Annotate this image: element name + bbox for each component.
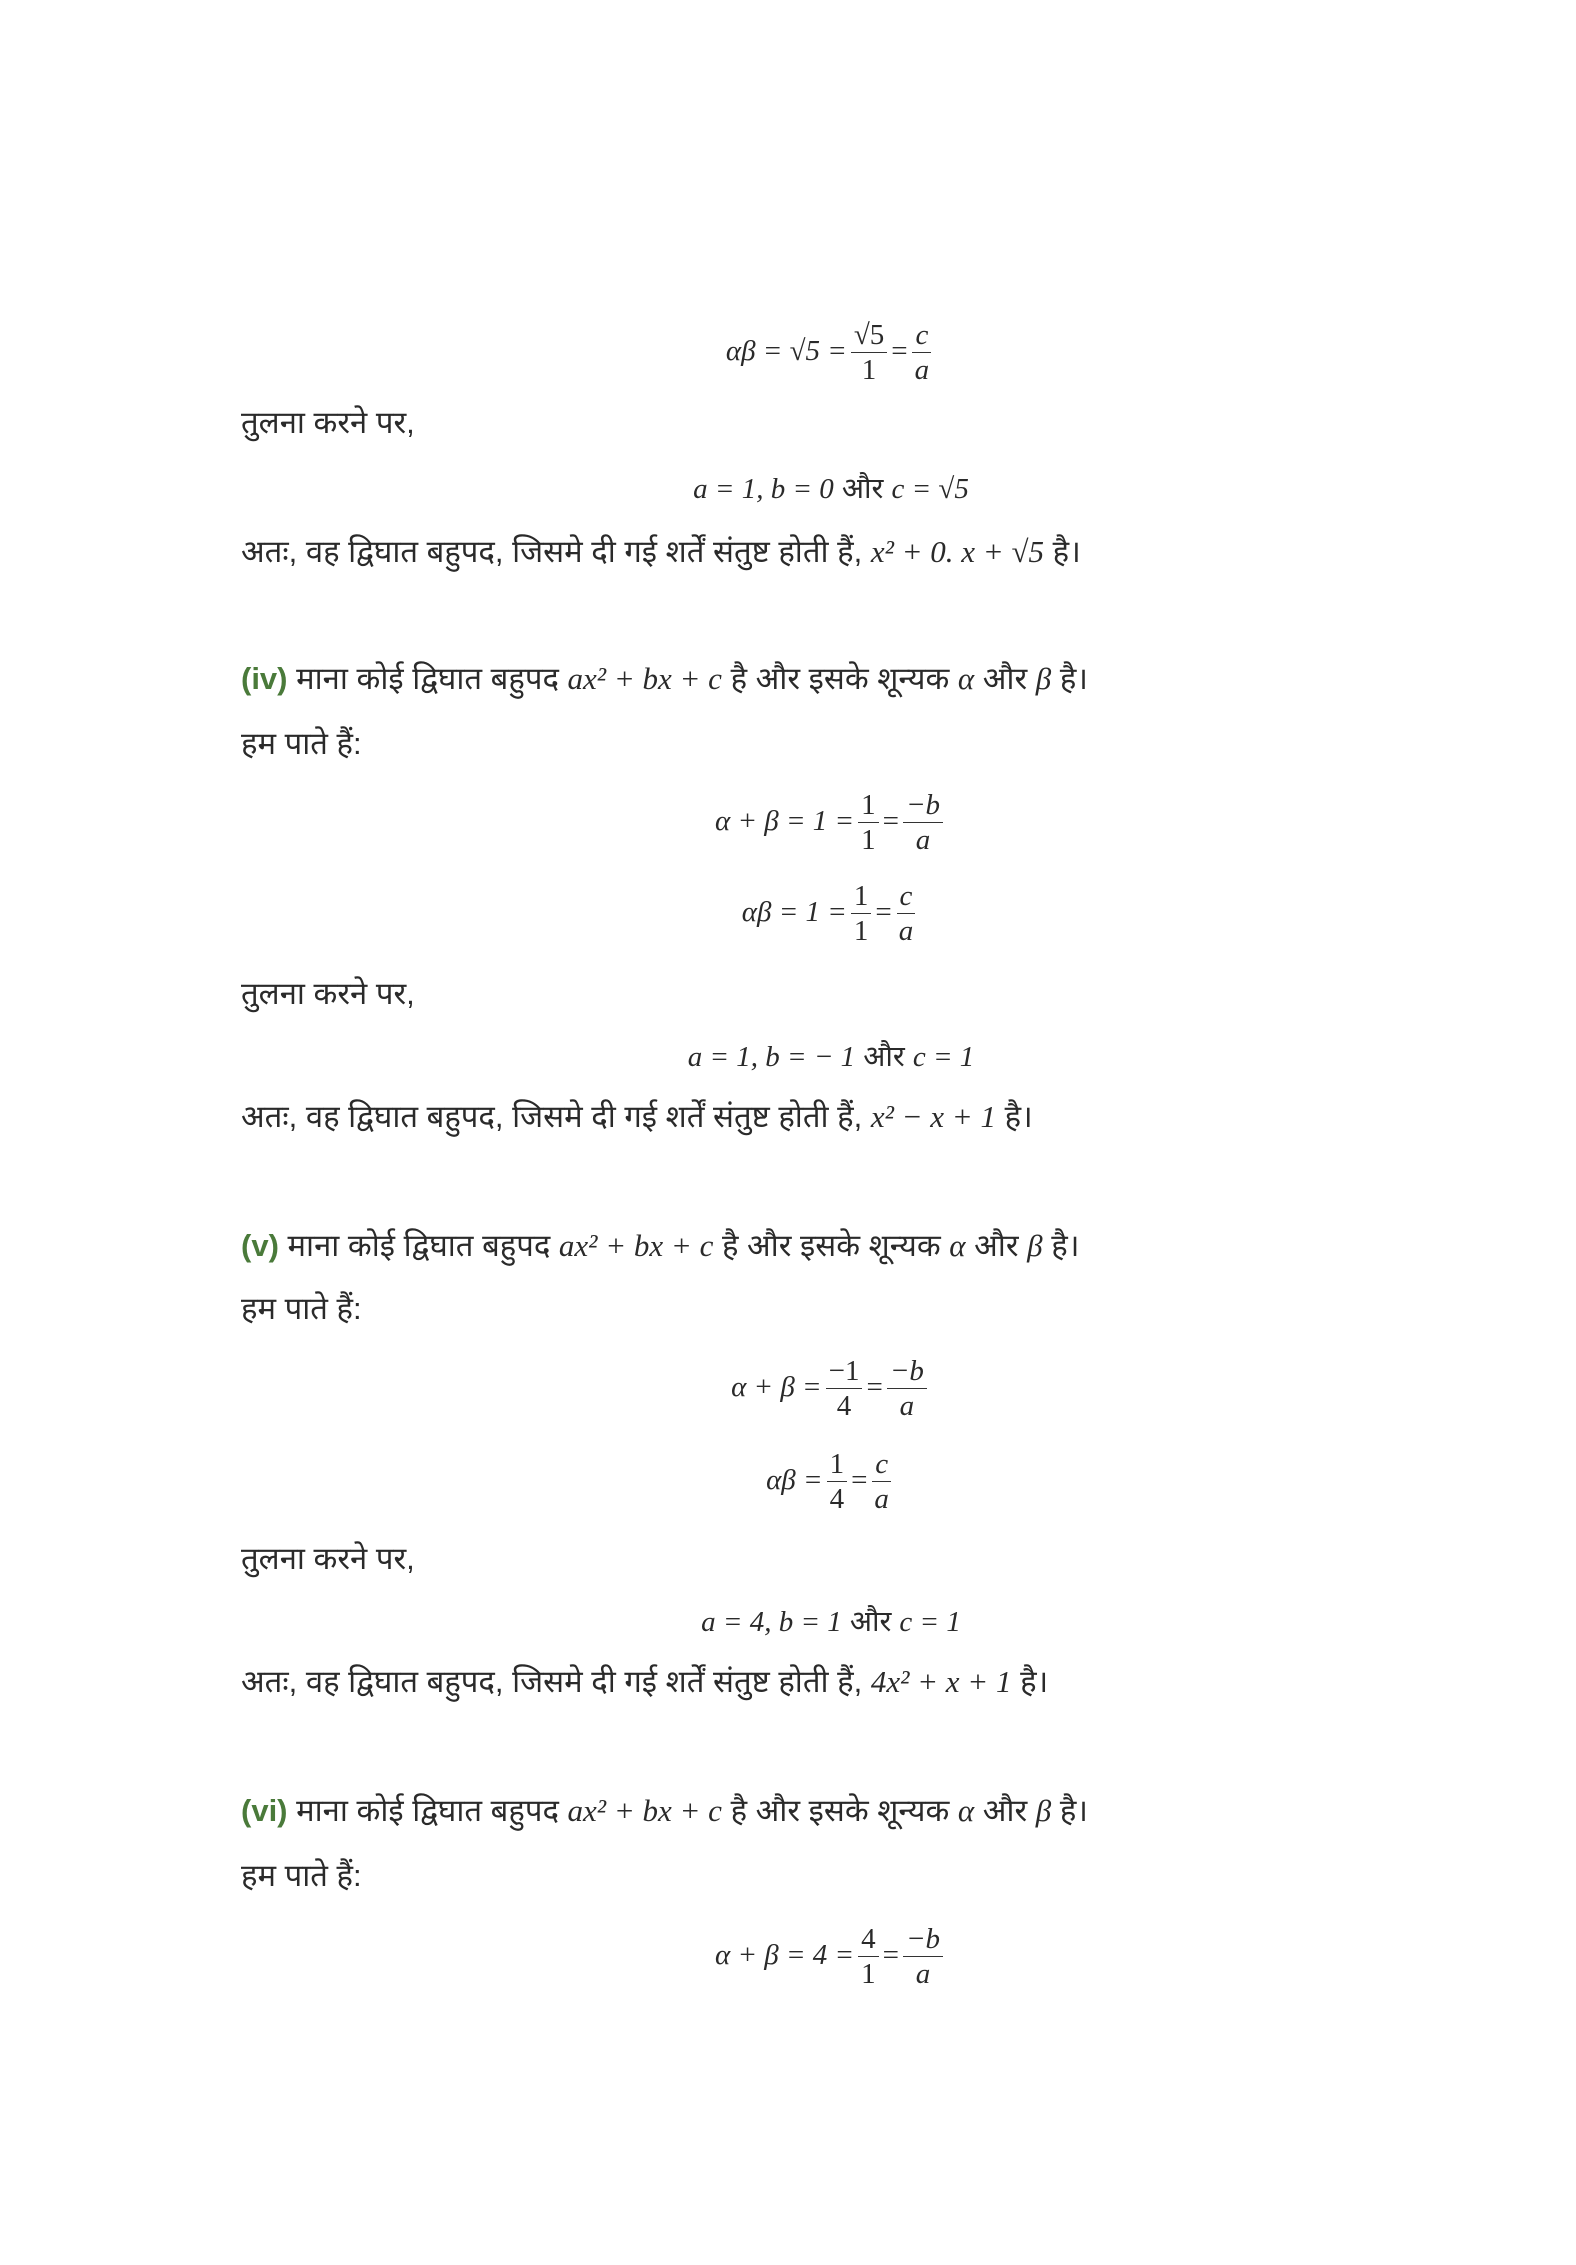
compare-text: तुलना करने पर, — [241, 976, 415, 1011]
equation-product-zeros — [0, 318, 1576, 387]
equals: = — [882, 805, 899, 838]
we-get-text: हम पाते हैं: — [241, 1858, 362, 1893]
conclusion-end: है। — [995, 1099, 1033, 1134]
conclusion-line — [241, 1097, 1033, 1137]
we-get-text: हम पाते हैं: — [241, 726, 362, 761]
conclusion-line — [241, 1662, 1048, 1702]
polynomial: 4x² + x + 1 — [870, 1664, 1012, 1699]
equation-product-zeros — [0, 1447, 1576, 1516]
intro-text: माना कोई द्विघात बहुपद — [278, 1228, 559, 1263]
fraction — [903, 1922, 943, 1991]
coefficients-line — [0, 468, 1576, 507]
equals: = — [882, 1939, 899, 1972]
fraction — [896, 879, 917, 948]
fraction — [858, 788, 879, 857]
question-intro-v — [241, 1226, 1079, 1266]
equals: = — [875, 896, 892, 929]
question-intro-vi — [241, 1791, 1088, 1831]
denominator: 4 — [836, 1390, 852, 1422]
equation-product-zeros — [0, 879, 1576, 948]
alpha: α — [957, 661, 975, 696]
compare-text: तुलना करने पर, — [241, 1541, 415, 1576]
end-text: है। — [1051, 661, 1089, 696]
denominator: 1 — [853, 915, 869, 947]
equals: = — [891, 335, 908, 368]
fraction — [826, 1354, 863, 1423]
numerator: −b — [903, 788, 943, 823]
equals: = — [866, 1371, 883, 1404]
intro-text: है और इसके शून्यक — [721, 661, 958, 696]
fraction — [912, 318, 933, 387]
coeff-ab: a = 1, b = − 1 — [687, 1041, 856, 1073]
end-text: है। — [1042, 1228, 1080, 1263]
numerator: 4 — [858, 1922, 879, 1957]
fraction — [903, 788, 943, 857]
denominator: a — [899, 1390, 915, 1422]
coeff-ab: a = 1, b = 0 — [693, 473, 834, 505]
equation-sum-zeros — [0, 1922, 1576, 1991]
and-text: और — [974, 661, 1036, 696]
fraction — [851, 318, 887, 387]
denominator: 1 — [861, 1958, 876, 1990]
question-label: (v) — [241, 1228, 279, 1263]
numerator: 1 — [851, 879, 872, 914]
and-text: और — [855, 1041, 913, 1073]
beta: β — [1035, 1793, 1052, 1828]
polynomial: ax² + bx + c — [567, 661, 722, 696]
intro-text: है और इसके शून्यक — [713, 1228, 950, 1263]
coeff-c: c = 1 — [899, 1606, 961, 1638]
eq-lhs: αβ = — [766, 1464, 823, 1497]
fraction — [827, 1447, 848, 1516]
conclusion-end: है। — [1011, 1664, 1049, 1699]
and-text: और — [833, 473, 892, 505]
conclusion-text: अतः, वह द्विघात बहुपद, जिसमे दी गई शर्तें संतुष्ट होती हैं, — [241, 1099, 871, 1134]
eq-lhs: α + β = 4 = — [714, 1939, 855, 1972]
conclusion-end: है। — [1044, 534, 1081, 569]
eq-lhs: αβ = √5 = — [725, 335, 847, 368]
compare-text: तुलना करने पर, — [241, 405, 415, 440]
and-text: और — [974, 1793, 1036, 1828]
numerator: √5 — [851, 318, 887, 353]
denominator: 1 — [861, 824, 876, 856]
numerator: c — [897, 879, 916, 914]
equation-sum-zeros — [0, 1354, 1576, 1423]
coeff-c: c = √5 — [891, 473, 969, 505]
coefficients-line — [0, 1036, 1576, 1075]
intro-text: माना कोई द्विघात बहुपद — [287, 1793, 568, 1828]
beta: β — [1027, 1228, 1043, 1263]
eq-lhs: α + β = 1 = — [714, 805, 855, 838]
polynomial: x² + 0. x + √5 — [870, 534, 1044, 569]
and-text: और — [841, 1606, 900, 1638]
eq-lhs: α + β = — [731, 1371, 822, 1404]
alpha: α — [957, 1793, 975, 1828]
conclusion-text: अतः, वह द्विघात बहुपद, जिसमे दी गई शर्तें संतुष्ट होती हैं, — [241, 1664, 871, 1699]
numerator: c — [872, 1447, 891, 1482]
denominator: 1 — [861, 354, 877, 386]
denominator: a — [898, 915, 914, 947]
end-text: है। — [1051, 1793, 1089, 1828]
polynomial: x² − x + 1 — [870, 1099, 996, 1134]
coefficients-line — [0, 1601, 1576, 1640]
fraction — [871, 1447, 892, 1516]
equals: = — [851, 1464, 868, 1497]
conclusion-text: अतः, वह द्विघात बहुपद, जिसमे दी गई शर्तें संतुष्ट होती हैं, — [241, 534, 871, 569]
conclusion-line — [241, 532, 1081, 572]
fraction — [851, 879, 872, 948]
denominator: a — [915, 824, 931, 856]
denominator: a — [915, 1958, 931, 1990]
question-intro-iv — [241, 659, 1088, 699]
denominator: a — [874, 1483, 889, 1515]
and-text: और — [965, 1228, 1028, 1263]
numerator: c — [912, 318, 931, 353]
intro-text: माना कोई द्विघात बहुपद — [287, 661, 568, 696]
equation-sum-zeros — [0, 788, 1576, 857]
question-label: (vi) — [241, 1793, 288, 1828]
polynomial: ax² + bx + c — [567, 1793, 722, 1828]
coeff-ab: a = 4, b = 1 — [701, 1606, 842, 1638]
polynomial: ax² + bx + c — [558, 1228, 714, 1263]
numerator: −b — [903, 1922, 943, 1957]
numerator: −1 — [826, 1354, 863, 1389]
intro-text: है और इसके शून्यक — [721, 1793, 958, 1828]
coeff-c: c = 1 — [912, 1041, 975, 1073]
beta: β — [1035, 661, 1052, 696]
numerator: 1 — [858, 788, 879, 823]
denominator: a — [914, 354, 930, 386]
fraction — [858, 1922, 879, 1991]
question-label: (iv) — [241, 661, 288, 696]
fraction — [887, 1354, 927, 1423]
denominator: 4 — [829, 1483, 845, 1515]
numerator: −b — [887, 1354, 927, 1389]
eq-lhs: αβ = 1 = — [741, 896, 847, 929]
numerator: 1 — [827, 1447, 848, 1482]
we-get-text: हम पाते हैं: — [241, 1291, 362, 1326]
alpha: α — [949, 1228, 966, 1263]
